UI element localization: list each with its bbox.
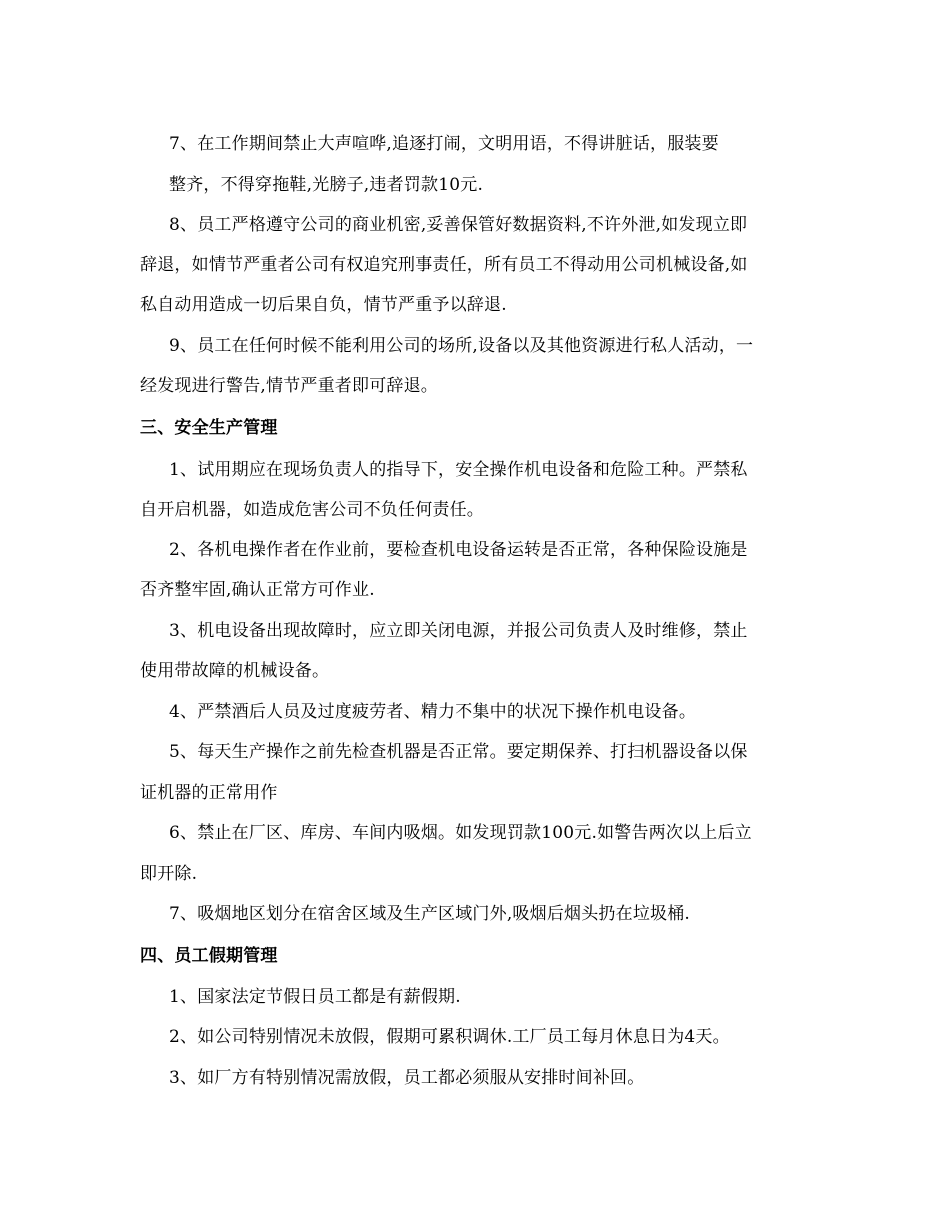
section-heading-leave: 四、员工假期管理: [140, 946, 278, 966]
rule-8-line-3: 私自动用造成一切后果自负，情节严重予以辞退.: [140, 295, 507, 315]
safety-6-line-2: 即开除.: [140, 864, 198, 884]
section-heading-safety: 三、安全生产管理: [140, 418, 278, 438]
safety-4-line-1: 4、严禁酒后人员及过度疲劳者、精力不集中的状况下操作机电设备。: [169, 702, 697, 722]
safety-3-line-2: 使用带故障的机械设备。: [140, 661, 330, 681]
leave-3-line-1: 3、如厂方有特别情况需放假，员工都必须服从安排时间补回。: [169, 1068, 645, 1088]
rule-7-line-1: 7、在工作期间禁止大声喧哗,追逐打闹，文明用语，不得讲脏话，服装要: [169, 134, 719, 154]
safety-5-line-1: 5、每天生产操作之前先检查机器是否正常。要定期保养、打扫机器设备以保: [169, 742, 748, 762]
safety-1-line-1: 1、试用期应在现场负责人的指导下，安全操作机电设备和危险工种。严禁私: [169, 460, 748, 480]
rule-7-line-2: 整齐，不得穿拖鞋,光膀子,违者罚款10元.: [169, 175, 484, 195]
safety-1-line-2: 自开启机器，如造成危害公司不负任何责任。: [140, 500, 484, 520]
leave-2-line-1: 2、如公司特别情况未放假，假期可累积调休.工厂员工每月休息日为4天。: [169, 1027, 730, 1047]
rule-8-line-1: 8、员工严格遵守公司的商业机密,妥善保管好数据资料,不许外泄,如发现立即: [169, 215, 748, 235]
safety-2-line-1: 2、各机电操作者在作业前，要检查机电设备运转是否正常，各种保险设施是: [169, 540, 748, 560]
safety-6-line-1: 6、禁止在厂区、库房、车间内吸烟。如发现罚款100元.如警告两次以上后立: [169, 823, 752, 843]
safety-7-line-1: 7、吸烟地区划分在宿舍区域及生产区域门外,吸烟后烟头扔在垃圾桶.: [169, 904, 691, 924]
rule-9-line-1: 9、员工在任何时候不能利用公司的场所,设备以及其他资源进行私人活动，一: [169, 336, 754, 356]
safety-5-line-2: 证机器的正常用作: [140, 783, 278, 803]
safety-3-line-1: 3、机电设备出现故障时，应立即关闭电源，并报公司负责人及时维修，禁止: [169, 621, 748, 641]
rule-9-line-2: 经发现进行警告,情节严重者即可辞退。: [140, 376, 439, 396]
safety-2-line-2: 否齐整牢固,确认正常方可作业.: [140, 580, 375, 600]
leave-1-line-1: 1、国家法定节假日员工都是有薪假期.: [169, 987, 461, 1007]
rule-8-line-2: 辞退，如情节严重者公司有权追究刑事责任，所有员工不得动用公司机械设备,如: [140, 255, 748, 275]
